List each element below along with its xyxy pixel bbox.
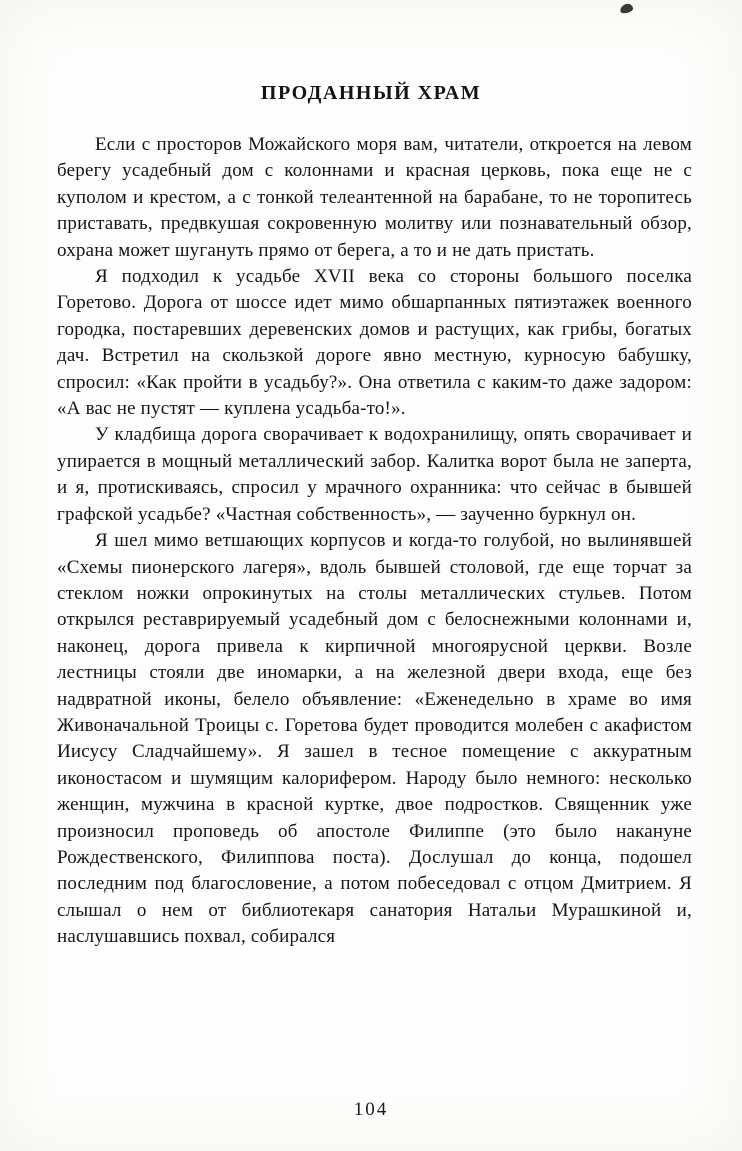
paragraph-4: Я шел мимо ветшающих корпусов и когда-то голубой, но вылинявшей «Схемы пионерского лагеря», вдоль бывшей столовой, где еще торчат за стеклом ножки опрокинутых на столы металлических стульев. Потом открылся реставрируемый усадебный дом с белоснежными колоннами и, наконец, дорога привела к кирпичной многоярусной церкви. Возле лестницы стояли две иномарки, а на железной двери входа, еще без надвратной иконы, белело объявление: «Еженедельно в храме во имя Живоначальной Троицы с. Горетова будет проводится молебен с акафистом Иисусу Сладчайшему». Я зашел в тесное помещение с аккуратным иконостасом и шумящим калорифером. Народу было немного: несколько женщин, мужчина в красной куртке, двое подростков. Священник уже произносил проповедь об апостоле Филиппе (это было накануне Рождественского, Филиппова поста). Дослушал до конца, подошел последним под благословение, а потом побеседовал с отцом Дмитрием. Я слышал о нем от библиотекаря санатория Натальи Мурашкиной и, наслушавшись похвал, собирался (57, 530, 692, 948)
scan-artifact-icon (619, 3, 634, 15)
paragraph-2: Я подходил к усадьбе XVII века со стороны большого поселка Горетово. Дорога от шоссе идет мимо обшарпанных пятиэтажек военного городка, постаревших деревенских домов и растущих, как грибы, богатых дач. Встретил на скользкой дороге явно местную, курносую бабушку, спросил: «Как пройти в усадьбу?». Она ответила с каким-то даже задором: «А вас не пустят — куплена усадьба-то!». (57, 266, 692, 420)
body-text (57, 132, 692, 951)
page-title: ПРОДАННЫЙ ХРАМ (260, 82, 482, 104)
paragraph-3: У кладбища дорога сворачивает к водохранилищу, опять сворачивает и упирается в мощный металлический забор. Калитка ворот была не заперта, и я, протискиваясь, спросил у мрачного охранника: что сейчас в бывшей графской усадьбе? «Частная собственность», — заученно буркнул он. (57, 424, 692, 525)
paragraph-1: Если с просторов Можайского моря вам, читатели, откроется на левом берегу усадебный дом с колоннами и красная церковь, пока еще не с куполом и крестом, а с тонкой телеантенной на барабане, то не торопитесь приставать, предвкушая сокровенную молитву или познавательный обзор, охрана может шугануть прямо от берега, а то и не дать пристать. (57, 134, 692, 261)
page-number: 104 (353, 1099, 389, 1120)
